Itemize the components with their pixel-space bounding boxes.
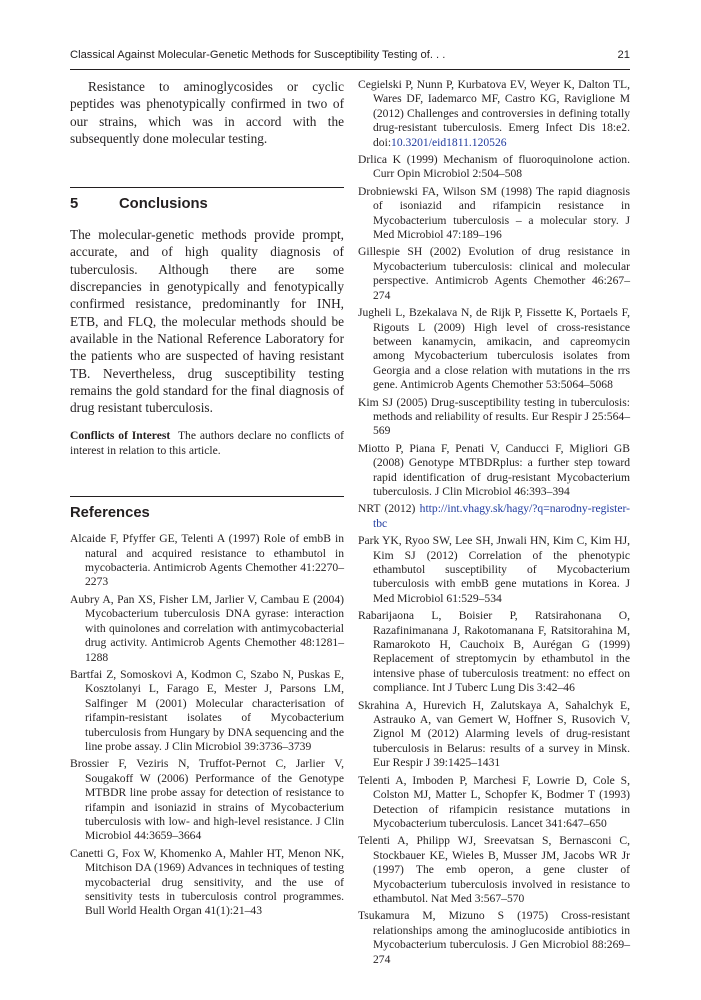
section-title: Conclusions (119, 196, 208, 213)
running-title: Classical Against Molecular-Genetic Methods for Susceptibility Testing of. . . (70, 49, 446, 61)
reference-item: Telenti A, Imboden P, Marchesi F, Lowrie D, Cole S, Colston MJ, Matter L, Schopfer K, Bodmer T (1993) Detection of rifampicin resistance mutations in Mycobacterium tuberculosis. Lancet 341:647–650 (358, 773, 630, 830)
doi-link[interactable]: 10.3201/eid1811.120526 (391, 135, 507, 149)
header-rule (70, 69, 630, 70)
url-link[interactable]: http://int.vhagy.sk/hagy/?q=narodny-register-tbc (373, 502, 630, 530)
page-number: 21 (617, 49, 630, 61)
conclusions-heading (70, 195, 344, 213)
reference-item: Drobniewski FA, Wilson SM (1998) The rapid diagnosis of isoniazid and rifampicin resistance in Mycobacterium tuberculosis – a molecular story. J Med Microbiol 47:189–196 (358, 184, 630, 242)
reference-text: NRT (2012) (358, 502, 420, 516)
reference-list-right (358, 78, 630, 967)
reference-list-left (70, 532, 344, 919)
reference-item: Brossier F, Veziris N, Truffot-Pernot C, Jarlier V, Sougakoff W (2006) Performance of the Genotype MTBDR line probe assay for detection of resistance to rifampin and isoniazid in strains of Mycobacterium tuberculosis with low- and high-level resistance. J Clin Microbiol 44:3659–3664 (70, 757, 344, 843)
reference-item: Skrahina A, Hurevich H, Zalutskaya A, Sahalchyk E, Astrauko A, van Gemert W, Hoffner S, Rusovich V, Zignol M (2012) Alarming levels of drug-resistant tuberculosis in Belarus: results of a survey in Minsk. Eur Respir J 39:1425–1431 (358, 698, 630, 770)
reference-item: Gillespie SH (2002) Evolution of drug resistance in Mycobacterium tuberculosis: clinical and molecular perspective. Antimicrob Agents Chemother 46:267–274 (358, 245, 630, 302)
conflicts-label: Conflicts of Interest (70, 429, 171, 443)
reference-item: Kim SJ (2005) Drug-susceptibility testing in tuberculosis: methods and reliability of results. Eur Respir J 25:564–569 (358, 395, 630, 438)
reference-item: Bartfai Z, Somoskovi A, Kodmon C, Szabo N, Puskas E, Kosztolanyi L, Farago E, Mester J, Parsons LM, Salfinger M (2001) Molecular characterisation of rifampin-resistant isolates of Mycobacterium tuberculosis from Hungary by DNA sequencing and the line probe assay. J Clin Microbiol 39:3736–3739 (70, 667, 344, 753)
reference-item (358, 502, 630, 531)
reference-item: Miotto P, Piana F, Penati V, Canducci F, Migliori GB (2008) Genotype MTBDRplus: a further step toward rapid identification of drug-resistant Mycobacterium tuberculosis. J Clin Microbiol 46:393–394 (358, 441, 630, 498)
section-number: 5 (70, 196, 79, 213)
conclusions-paragraph: The molecular-genetic methods provide prompt, accurate, and of high quality diagnosis of tuberculosis. Although there are some discrepancies in genotypically and fenotypically confirmed resistance, predominantly for INH, ETB, and FLQ, the molecular methods should be available in the National Reference Laboratory for the patients who are suspected of having resistant TB. Nevertheless, drug susceptibility testing remains the gold standard for the final diagnosis of drug resistant tuberculosis. (70, 227, 344, 416)
reference-item: Canetti G, Fox W, Khomenko A, Mahler HT, Menon NK, Mitchison DA (1969) Advances in techniques of testing mycobacterial drug sensitivity, and the use of sensitivity tests in tuberculosis control programmes. Bull World Health Organ 41(1):21–43 (70, 846, 344, 918)
reference-item (358, 78, 630, 150)
section-rule-references (70, 496, 344, 497)
reference-item: Jugheli L, Bzekalava N, de Rijk P, Fissette K, Portaels F, Rigouts L (2009) High level of cross-resistance between kanamycin, amikacin, and capreomycin among Mycobacterium tuberculosis isolates from Georgia and a close relation with mutations in the rrs gene. Antimicrob Agents Chemother 53:5064–5068 (358, 306, 630, 392)
conflicts-text: The authors declare no conflicts of interest in relation to this article. (70, 429, 344, 457)
running-head (70, 48, 630, 62)
reference-text: Cegielski P, Nunn P, Kurbatova EV, Weyer K, Dalton TL, Wares DF, Iademarco MF, Castro KG, Raviglione M (2012) Challenges and controversies in defining totally drug-resistant tuberculosis. Emerg Infect Dis 18:e2. doi: (358, 78, 630, 149)
reference-item: Rabarijaona L, Boisier P, Ratsirahonana O, Razafinimanana J, Rakotomanana F, Ratsitorahina M, Ramarokoto H, Cauchoix B, Aurégan G (1999) Replacement of streptomycin by ethambutol in the intensive phase of tuberculosis treatment: no effect on compliance. Int J Tuberc Lung Dis 3:42–46 (358, 609, 630, 695)
reference-item: Drlica K (1999) Mechanism of fluoroquinolone action. Curr Opin Microbiol 2:504–508 (358, 153, 630, 181)
reference-item: Aubry A, Pan XS, Fisher LM, Jarlier V, Cambau E (2004) Mycobacterium tuberculosis DNA gyrase: interaction with quinolones and correlation with antimycobacterial drug activity. Antimicrob Agents Chemother 48:1281–1288 (70, 592, 344, 664)
section-rule-conclusions (70, 187, 344, 188)
right-column (358, 78, 630, 970)
reference-item: Telenti A, Philipp WJ, Sreevatsan S, Bernasconi C, Stockbauer KE, Wieles B, Musser JM, Jacobs WR Jr (1997) The emb operon, a gene cluster of Mycobacterium tuberculosis involved in resistance to ethambutol. Nat Med 3:567–570 (358, 834, 630, 905)
reference-item: Alcaide F, Pfyffer GE, Telenti A (1997) Role of embB in natural and acquired resistance to ethambutol in mycobacteria. Antimicrob Agents Chemother 41:2270–2273 (70, 532, 344, 589)
references-heading: References (70, 505, 150, 522)
reference-item: Park YK, Ryoo SW, Lee SH, Jnwali HN, Kim C, Kim HJ, Kim SJ (2012) Correlation of the phenotypic ethambutol susceptibility of Mycobacterium tuberculosis with embB gene mutations in Korea. J Med Microbiol 61:529–534 (358, 534, 630, 605)
intro-paragraph: Resistance to aminoglycosides or cyclic peptides was phenotypically confirmed in two of our strains, which was in accord with the subsequently done molecular testing. (70, 79, 344, 146)
reference-item: Tsukamura M, Mizuno S (1975) Cross-resistant relationships among the aminoglucoside antibiotics in Mycobacterium tuberculosis. J Gen Microbiol 88:269–274 (358, 909, 630, 966)
left-column (70, 78, 344, 922)
conflicts-of-interest (70, 429, 344, 458)
